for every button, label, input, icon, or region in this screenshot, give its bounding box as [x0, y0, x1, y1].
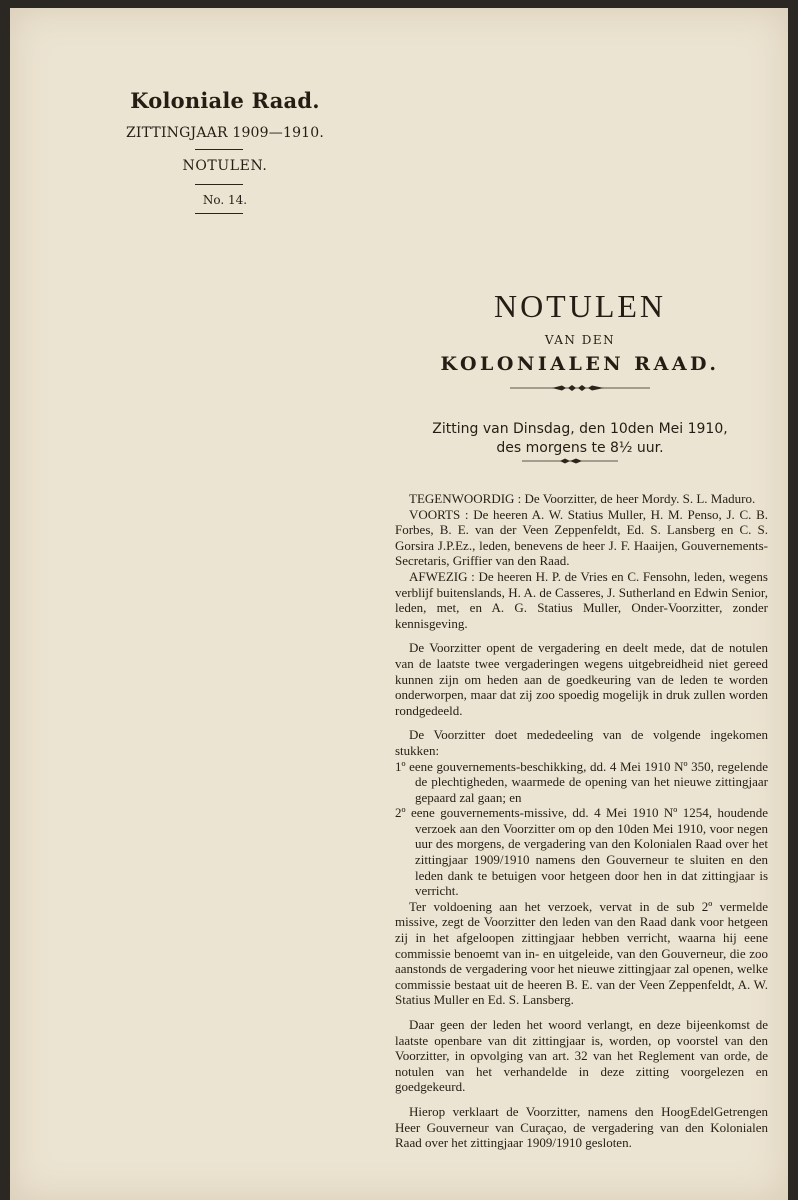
approval-paragraph: Daar geen der leden het woord verlangt, en deze bijeenkomst de laatste openbare van dit zittingjaar is, worden, op voorstel van den Voorzitter, in opvolging van art. 32 van het Reglement van orde, de notulen van het verhandelde in deze zitting voorgelezen en goedgekeurd.	[395, 1017, 768, 1095]
masthead-subtitle: VAN DEN	[544, 333, 616, 347]
closing-paragraph: Hierop verklaart de Voorzitter, namens den HoogEdelGetrengen Heer Gouverneur van Curaçao, de vergadering van den Kolonialen Raad over het zittingjaar 1909/1910 gesloten.	[395, 1103, 768, 1151]
section-label: NOTULEN.	[182, 158, 268, 174]
incoming-document-item: 1º eene gouvernements-beschikking, dd. 4 Mei 1910 Nº 350, regelende de plechtigheden, waarmede de opening van het nieuwe zittingjaar gepaard zal gaan; en	[395, 758, 768, 805]
council-title: Koloniale Raad.	[130, 88, 320, 113]
ornament-divider-icon	[510, 383, 650, 393]
attendance-absent: AFWEZIG : De heeren H. P. de Vries en C. Fensohn, leden, wegens verblijf buitenslands, H. A. de Casseres, J. Sutherland en Edwin Senior, leden, met, en A. G. Statius Muller, Onder-Voorzitter, zonder kennisgeving.	[395, 568, 768, 631]
header-divider	[195, 213, 243, 214]
session-year: ZITTINGJAAR 1909—1910.	[125, 125, 325, 141]
incoming-document-item: 2º eene gouvernements-missive, dd. 4 Mei 1910 Nº 1254, houdende verzoek aan den Voorzitter om op den 10den Mei 1910, voor negen uur des morgens, de vergadering van den Kolonialen Raad over het zittingjaar 1909/1910 namens den Gouverneur te sluiten en den leden dank te betuigen voor hetgeen door hen in dat zittingjaar is verricht.	[395, 805, 768, 899]
commission-paragraph: Ter voldoening aan het verzoek, vervat in de sub 2º vermelde missive, zegt de Voorzitter den leden van den Raad dank voor hetgeen zij in het afgeloopen zittingjaar hebben verricht, waarna hij eene commissie benoemt van in- en uitgeleide, van den Gouverneur, die zoo aanstonds de vergadering voor het nieuwe zittingjaar zal openen, welke commissie bestaat uit de heeren B. E. van der Veen Zeppenfeldt, A. W. Statius Muller en Ed. S. Lansberg.	[395, 898, 768, 1008]
minutes-body	[395, 491, 768, 1151]
session-time-line: des morgens te 8½ uur.	[496, 440, 664, 456]
attendance-present: TEGENWOORDIG : De Voorzitter, de heer Mordy. S. L. Maduro.	[409, 491, 756, 506]
header-divider	[195, 184, 243, 185]
incoming-documents-intro: De Voorzitter doet mededeeling van de volgende ingekomen stukken:	[395, 727, 768, 758]
opening-paragraph: De Voorzitter opent de vergadering en deelt mede, dat de notulen van de laatste twee vergaderingen wegens uitgebreidheid niet gereed kunnen zijn om heden aan de goedkeuring van de leden te worden onderworpen, maar dat zij zoo spoedig mogelijk in druk zullen worden rondgedeeld.	[395, 640, 768, 718]
document-page	[10, 8, 788, 1200]
session-date-line: Zitting van Dinsdag, den 10den Mei 1910,	[432, 421, 728, 437]
masthead-title: NOTULEN	[493, 288, 667, 324]
document-number: No. 14.	[202, 193, 248, 207]
header-divider	[195, 149, 243, 150]
masthead-council: KOLONIALEN RAAD.	[440, 353, 720, 375]
attendance-also: VOORTS : De heeren A. W. Statius Muller, H. M. Penso, J. C. B. Forbes, B. E. van der Veen Zeppenfeldt, Ed. S. Lansberg en C. S. Gorsira J.P.Ez., leden, benevens de heer J. F. Haaijen, Gouvernements-Secretaris, Griffier van den Raad.	[395, 506, 768, 569]
ornament-divider-icon	[522, 457, 618, 465]
